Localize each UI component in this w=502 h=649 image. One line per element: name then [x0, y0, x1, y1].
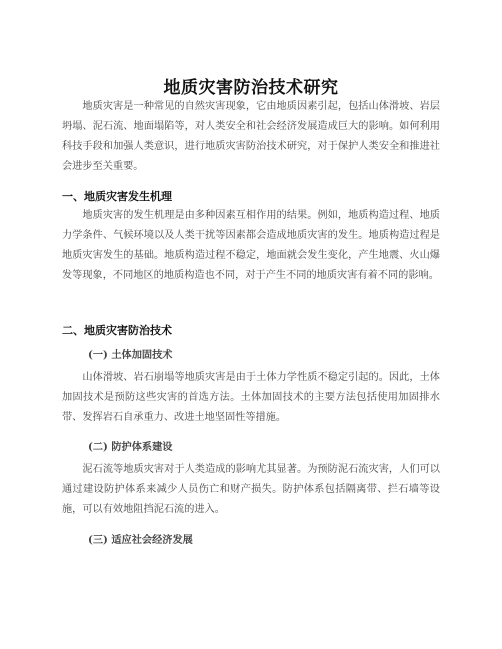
subsection-1-paragraph: 山体滑坡、岩石崩塌等地质灾害是由于土体力学性质不稳定引起的。因此，土体加固技术是预防这些灾害的首选方法。土体加固技术的主要方法包括使用加固排水带、发挥岩石自承重力、改进土地坚固性等措施。	[62, 372, 440, 423]
subsection-2-heading: (二) 防护体系建设	[88, 441, 173, 453]
subsection-1-heading: (一) 土体加固技术	[88, 349, 173, 361]
subsection-3-heading: (三) 适应社会经济发展	[88, 534, 193, 546]
page-title: 地质灾害防治技术研究	[163, 78, 339, 99]
section-1-paragraph: 地质灾害的发生机理是由多种因素互相作用的结果。例如，地质构造过程、地质力学条件、气候环境以及人类干扰等因素都会造成地质灾害的发生。地质构造过程是地质灾害发生的基础。地质构造过程不稳定，地面就会发生变化，产生地震、火山爆发等现象，不同地区的地质构造也不同，对于产生不同的地质灾害有着不同的影响。	[62, 210, 440, 281]
section-1-heading: 一、地质灾害发生机理	[62, 190, 172, 203]
intro-paragraph: 地质灾害是一种常见的自然灾害现象，它由地质因素引起，包括山体滑坡、岩层坍塌、泥石流、地面塌陷等，对人类安全和社会经济发展造成巨大的影响。如何利用科技手段和加强人类意识，进行地质灾害防治技术研究，对于保护人类安全和推进社会进步至关重要。	[62, 101, 440, 172]
subsection-2-paragraph: 泥石流等地质灾害对于人类造成的影响尤其显著。为预防泥石流灾害，人们可以通过建设防护体系来减少人员伤亡和财产损失。防护体系包括隔离带、拦石墙等设施，可以有效地阻挡泥石流的进入。	[62, 464, 440, 515]
section-2-heading: 二、地质灾害防治技术	[62, 324, 172, 337]
